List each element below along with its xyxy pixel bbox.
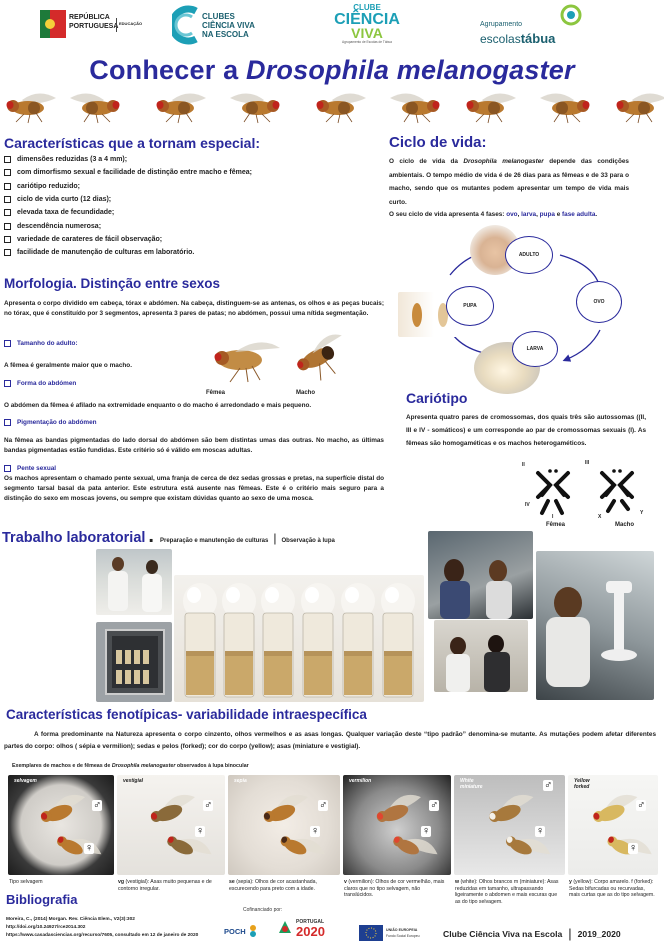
phase-ovo: ovo: [506, 211, 518, 218]
kar-label-ii: II: [522, 462, 525, 468]
node-pupa: PUPA: [446, 286, 494, 326]
microscope3-shapes: [536, 551, 654, 700]
pente-text: Os machos apresentam o chamado pente sexual, uma franja de cerca de dez sedas grossas e pretas, na superfície distal do segmento tarsal basal da pata anterior. Este estrutura está ausente nas fêmeas. Este é o critério mais seguro para a distinção do sexo em moscas jovens, ou sempre que existam dúvidas quanto ao sexo de uma mosca.: [4, 475, 384, 502]
forma-text: O abdómen da fêmea é afilado na extremidade enquanto o do macho é arredondado e mais pequeno.: [4, 402, 312, 409]
bullet-box: [4, 419, 11, 426]
female-symbol: ♀: [422, 825, 431, 837]
cariotipo-heading: Cariótipo: [406, 390, 468, 406]
mutant-caption-3: [229, 879, 337, 892]
mutant-caption-4: [344, 879, 448, 899]
logo-republica-portuguesa: [40, 10, 143, 40]
female-symbol: ♀: [85, 842, 94, 854]
incubator-shape: [96, 622, 172, 702]
strip-fly-icon: [7, 93, 57, 123]
bullet-box: [4, 183, 11, 190]
caracteristica-item: [4, 166, 374, 179]
mutant-flies: [228, 775, 340, 875]
caracteristica-text: com dimorfismo sexual e facilidade de distinção entre macho e fêmea;: [17, 169, 252, 177]
bullet-box: [4, 223, 11, 230]
strip-fly-icon: [540, 93, 590, 123]
sub-pigmentacao: [4, 419, 97, 426]
mutant-caption-symbol: y: [569, 879, 572, 885]
logo-clube-ciencia-viva: [322, 3, 412, 49]
mutant-caption-text: Tipo selvagem: [9, 879, 43, 885]
mutant-caption-text: (vermilion): Olhos de cor vermelhão, mais claros que no tipo selvagem, não translúcidos.: [344, 879, 445, 898]
strip-fly-icon: [157, 93, 207, 123]
vials-shapes: [174, 575, 424, 702]
logo4-line3: tábua: [520, 31, 556, 46]
strip-fly-icon: [617, 93, 664, 123]
c-logo-icon: [172, 5, 200, 45]
ue-sub-text: Fundo Social Europeu: [386, 934, 420, 938]
caracteristica-text: variedade de carateres de fácil observação;: [17, 235, 163, 243]
phase-end: .: [595, 211, 598, 218]
culture-vial: [183, 583, 217, 697]
logo2-line3: NA ESCOLA: [202, 30, 249, 39]
mutant-flies: [8, 775, 114, 875]
mutant-flies: [568, 775, 658, 875]
strip-fly-icon: [390, 93, 440, 123]
kar-label-iii: III: [585, 460, 590, 466]
fenotipicas-caption: [12, 763, 249, 769]
portugal-2020-mark-icon: [277, 919, 293, 935]
logo-agrupamento-tabua: [480, 4, 585, 48]
fen-caption-b: observados à lupa binocular: [175, 763, 249, 769]
mutant-label-5: White miniature: [460, 778, 483, 790]
mutant-caption-1: [9, 879, 111, 886]
caracteristica-item: [4, 153, 374, 166]
caracteristica-text: facilidade de manutenção de culturas em laboratório.: [17, 249, 195, 257]
female-symbol: ♀: [311, 825, 320, 837]
kar-label-x: X: [598, 514, 602, 520]
cariotipo-text: Apresenta quatro pares de cromossomas, dos quais três são autossomas ((II, III e IV - somáticos) e um corresponde ao par de cromossomas sexuais (I). As fêmeas são homogaméticas e os machos heterogaméticos.: [406, 414, 646, 447]
mutant-caption-5: [455, 879, 562, 905]
logo-uniao-europeia: [359, 925, 420, 941]
mutant-label-1: selvagem: [14, 778, 37, 784]
title-prefix: Conhecer a: [89, 55, 247, 85]
kar-label-i: I: [552, 514, 554, 520]
male-symbol: ♂: [93, 799, 102, 811]
ciclo-text-a: O ciclo de vida da: [389, 158, 464, 165]
logo-poch: [224, 924, 258, 938]
logo2-line2: CIÊNCIA VIVA: [202, 21, 255, 30]
caracteristicas-heading: Características que a tornam especial:: [4, 135, 261, 151]
male-symbol: ♂: [319, 799, 328, 811]
caracteristica-item: [4, 219, 374, 232]
caracteristica-item: [4, 193, 374, 206]
female-symbol: ♀: [196, 825, 205, 837]
node-ovo: OVO: [576, 281, 622, 323]
bullet-box: [4, 209, 11, 216]
ciclo-text-b: depende das condições ambientais. O tempo médio de vida é de 26 dias para as fêmeas e de 33 para o macho, sendo que os mutantes podem apresentar um tempo de vida mais curto.: [389, 158, 629, 206]
sub-pente-label: Pente sexual: [17, 465, 57, 472]
lab-students-figures: [96, 549, 172, 615]
logo4-line2: escolas: [480, 32, 521, 46]
year2020-text: 2020: [296, 924, 325, 939]
sub-tamanho-label: Tamanho do adulto:: [17, 340, 78, 347]
femea-macho-flies: [192, 330, 360, 388]
phase-sep3: e: [554, 211, 563, 218]
bullet-box: [4, 380, 11, 387]
phases-intro: O seu ciclo de vida apresenta 4 fases:: [389, 211, 507, 218]
caracteristica-item: [4, 180, 374, 193]
female-symbol: ♀: [536, 825, 545, 837]
bullet-box: [4, 340, 11, 347]
poster-title: [0, 55, 664, 86]
logo1-line2: PORTUGUESA: [69, 23, 119, 30]
caracteristica-item: [4, 233, 374, 246]
bibliografia-heading: Bibliografia: [6, 892, 78, 907]
mutant-label-2: vestigial: [123, 778, 144, 784]
eu-flag-icon: [359, 925, 383, 941]
caracteristica-text: elevada taxa de fecundidade;: [17, 209, 115, 217]
poch-mark-icon: [248, 924, 258, 938]
footer-club-name: Clube Ciência Viva na Escola: [443, 928, 563, 939]
node-larva: LARVA: [512, 331, 558, 367]
morfologia-intro: Apresenta o corpo dividido em cabeça, tórax e abdómen. Na cabeça, distinguem-se as antenas, os olhos e as peças bucais; no tórax, que é constituído por 3 segmentos, apresenta 3 pares de patas; no abdómen, possui uma nítida segmentação.: [4, 300, 384, 317]
kar-label-femea: Fêmea: [546, 522, 566, 528]
logo1-tag: EDUCAÇÃO: [119, 21, 143, 26]
ciclo-phases: [389, 210, 649, 220]
strip-fly-icon: [70, 93, 120, 123]
sub-pente: [4, 465, 56, 472]
logo3-line2: CIÊNCIA: [334, 11, 400, 28]
portugal-text: PORTUGAL: [296, 919, 325, 925]
leaf-logo-icon: [560, 4, 582, 26]
node-adulto: ADULTO: [505, 236, 553, 274]
logo-clubes-ciencia-viva: [172, 5, 262, 47]
fly-strip: [0, 86, 664, 124]
trabalho-dot: .: [148, 525, 154, 547]
caracteristica-item: [4, 206, 374, 219]
bullet-box: [4, 196, 11, 203]
logo1-line1: REPÚBLICA: [69, 14, 110, 21]
male-symbol: ♂: [204, 799, 213, 811]
cofinanciado-label: Cofinanciado por:: [243, 907, 283, 913]
bullet-box: [4, 249, 11, 256]
fenotipicas-text: A forma predominante na Natureza apresenta o corpo cinzento, olhos vermelhos e as asas longas. Qualquer variação deste “tipo padrão” denomina-se mutante. As mutações podem afetar diferentes partes do corpo: olhos ( sépia e vermilion); sedas e pelos (forked); cor do corpo (yellow); asas (miniature e vestigial).: [4, 731, 656, 750]
female-symbol: ♀: [629, 842, 638, 854]
title-species: Drosophila melanogaster: [246, 55, 575, 85]
trabalho-sep: |: [273, 531, 277, 545]
logo3-tag: Agrupamento de Escolas de Tábua: [342, 40, 392, 44]
mutant-caption-symbol: vg: [118, 879, 125, 885]
poch-text: POCH: [224, 926, 246, 936]
footer-club: [443, 926, 621, 941]
ciclo-text-species: Drosophila melanogaster: [463, 158, 544, 165]
fen-caption-a: Exemplares de machos e de fêmeas de: [12, 763, 112, 769]
morfologia-heading: Morfologia. Distinção entre sexos: [4, 276, 221, 291]
mutant-caption-symbol: v: [344, 879, 347, 885]
ue-text: UNIÃO EUROPEIA: [386, 928, 418, 932]
mutant-caption-text: (yellow): Corpo amarelo. f (forked): Sedas bifurcadas ou recurvadas, mais curtas que as do tipo selvagem.: [569, 879, 655, 898]
label-femea: Fêmea: [206, 390, 226, 396]
mutant-caption-2: [118, 879, 222, 892]
mutant-caption-text: (white): Olhos brancos m (miniature): Asas reduzidas em tamanho, ultrapassando ligeiramente o abdomen e mais escuras que as do tipo selvagem.: [455, 879, 559, 905]
label-macho: Macho: [296, 390, 316, 396]
footer-year: 2019_2020: [577, 928, 621, 939]
culture-vial: [301, 583, 335, 697]
bullet-box: [4, 465, 11, 472]
kar-label-iv: IV: [525, 502, 530, 508]
mutant-caption-text: (vestigial): Asas muito pequenas e de contorno irregular.: [118, 879, 212, 892]
phase-sep2: ,: [536, 211, 540, 218]
caracteristica-text: cariótipo reduzido;: [17, 182, 80, 190]
bib-line1: Moreira, C., (2014) Morgan. Rev. Ciência Elem., V2(3):302: [6, 917, 135, 922]
caracteristicas-list: [4, 153, 374, 259]
strip-fly-icon: [317, 93, 367, 123]
sub-pigmentacao-label: Pigmentação do abdómen: [17, 419, 97, 426]
microscope1-shapes: [428, 531, 533, 619]
kar-label-macho: Macho: [615, 522, 635, 528]
mutant-label-4: vermilion: [349, 778, 372, 784]
trabalho-tag1: Preparação e manutenção de culturas: [159, 538, 269, 544]
trabalho-heading: Trabalho laboratorial: [2, 530, 146, 546]
tamanho-text: A fêmea é geralmente maior que o macho.: [4, 362, 132, 369]
fen-caption-species: Drosophila melanogaster: [111, 763, 176, 769]
mutant-caption-6: [569, 879, 655, 899]
male-symbol: ♂: [430, 799, 439, 811]
caracteristica-text: dimensões reduzidas (3 a 4 mm);: [17, 156, 128, 164]
phase-sep1: ,: [517, 211, 522, 218]
mutant-caption-symbol: w: [455, 879, 460, 885]
trabalho-header: [2, 525, 335, 548]
mutant-caption-symbol: se: [229, 879, 235, 885]
caracteristica-text: ciclo de vida curto (12 dias);: [17, 196, 112, 204]
sub-tamanho: [4, 340, 78, 347]
bib-line3: https://www.casadasciencias.org/recurso/7605, consultado em 12 de janeiro de 2020: [6, 933, 199, 938]
mutant-flies: [117, 775, 225, 875]
culture-vial: [261, 583, 295, 697]
male-symbol: ♂: [544, 779, 553, 791]
logo2-line1: CLUBES: [202, 12, 235, 21]
trabalho-tag2: Observação à lupa: [281, 538, 335, 544]
phase-pupa: pupa: [539, 211, 555, 218]
bib-line2: http://doi.org/10.24927/rce2014.302: [6, 925, 86, 930]
flag-icon: [40, 10, 66, 38]
strip-fly-icon: [467, 93, 517, 123]
male-symbol: ♂: [637, 799, 646, 811]
culture-vial: [341, 583, 375, 697]
logo-portugal-2020: [277, 918, 325, 939]
ciclo-heading: Ciclo de vida:: [389, 134, 487, 151]
sub-forma-label: Forma do abdómen: [17, 380, 77, 387]
bullet-box: [4, 156, 11, 163]
bullet-box: [4, 236, 11, 243]
mutant-label-6: Yellow forked: [574, 778, 590, 790]
mutant-caption-text: (sepia): Olhos de cor acastanhada, escurecendo para preto com a idade.: [229, 879, 317, 892]
kar-label-y: Y: [640, 510, 644, 516]
logo4-line1: Agrupamento: [480, 21, 523, 28]
footer-sep: |: [568, 926, 572, 941]
bullet-box: [4, 169, 11, 176]
caracteristica-text: descendência numerosa;: [17, 222, 102, 230]
fenotipicas-heading: Características fenotípicas- variabilidade intraespecífica: [6, 707, 367, 722]
microscope2-shapes: [434, 620, 528, 692]
phase-adulta: fase adulta: [562, 211, 596, 218]
culture-vial: [222, 583, 256, 697]
mutant-label-3: sepia: [234, 778, 247, 784]
culture-vial: [381, 583, 415, 697]
bibliografia-list: [6, 916, 236, 940]
sub-forma: [4, 380, 76, 387]
logo3-line1: CLUBE: [353, 3, 381, 12]
pigmentacao-text: Na fêmea as bandas pigmentadas do lado dorsal do abdómen são bem distintas umas das outras. No macho, as últimas bandas pigmentadas estão fundidas. Este critério só é válido em moscas adultas.: [4, 437, 384, 454]
strip-fly-icon: [230, 93, 280, 123]
logo3-line3: VIVA: [351, 25, 383, 41]
ciclo-text: [389, 155, 629, 209]
caracteristica-item: [4, 246, 374, 259]
mutant-flies: [343, 775, 451, 875]
phase-larva: larva: [521, 211, 537, 218]
